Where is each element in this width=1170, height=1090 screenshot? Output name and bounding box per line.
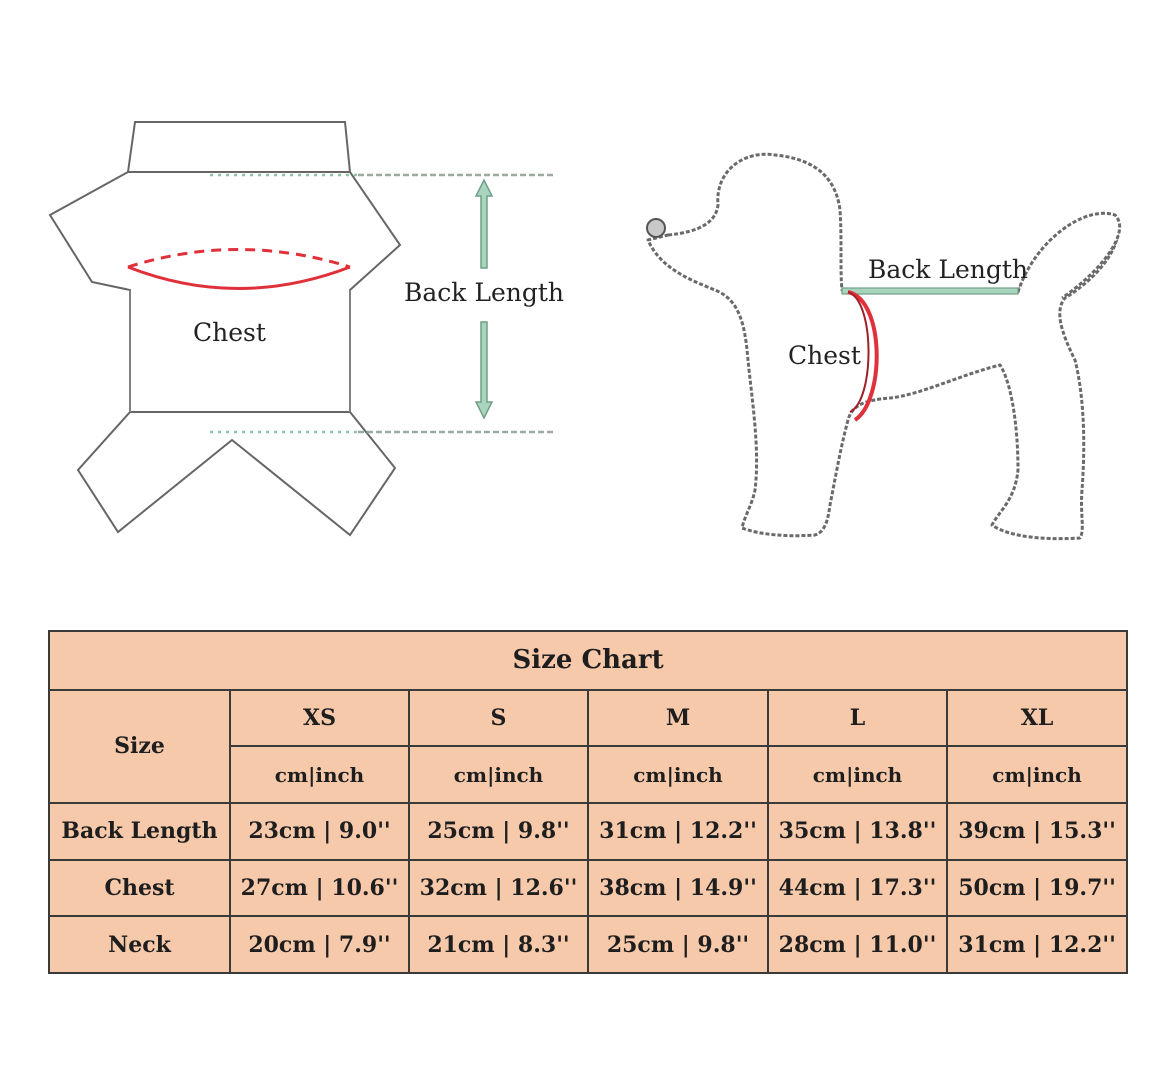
value-cell: 31cm | 12.2'' (947, 916, 1127, 973)
shirt-chest-label: Chest (193, 318, 266, 347)
unit-cell: cm|inch (768, 746, 947, 803)
table-row-neck (49, 916, 1127, 973)
shirt-back-length-label: Back Length (404, 278, 565, 307)
value-cell: 50cm | 19.7'' (947, 860, 1127, 917)
value-cell: 23cm | 9.0'' (230, 803, 409, 860)
row-label-neck: Neck (49, 916, 230, 973)
value-cell: 38cm | 14.9'' (588, 860, 768, 917)
value-cell: 28cm | 11.0'' (768, 916, 947, 973)
size-xl-header: XL (947, 690, 1127, 747)
value-cell: 21cm | 8.3'' (409, 916, 588, 973)
size-chart-title: Size Chart (49, 631, 1127, 690)
value-cell: 25cm | 9.8'' (588, 916, 768, 973)
unit-cell: cm|inch (947, 746, 1127, 803)
unit-cell: cm|inch (409, 746, 588, 803)
dog-back-length-line (842, 288, 1018, 294)
size-s-header: S (409, 690, 588, 747)
value-cell: 44cm | 17.3'' (768, 860, 947, 917)
row-label-back-length: Back Length (49, 803, 230, 860)
value-cell: 32cm | 12.6'' (409, 860, 588, 917)
value-cell: 25cm | 9.8'' (409, 803, 588, 860)
unit-cell: cm|inch (588, 746, 768, 803)
dog-nose (647, 219, 665, 237)
row-label-chest: Chest (49, 860, 230, 917)
size-xs-header: XS (230, 690, 409, 747)
value-cell: 35cm | 13.8'' (768, 803, 947, 860)
value-cell: 31cm | 12.2'' (588, 803, 768, 860)
value-cell: 27cm | 10.6'' (230, 860, 409, 917)
dog-back-length-label: Back Length (868, 255, 1029, 284)
value-cell: 39cm | 15.3'' (947, 803, 1127, 860)
dog-chest-label: Chest (788, 341, 861, 370)
table-row-chest (49, 860, 1127, 917)
size-header: Size (49, 690, 230, 803)
dog-outline (648, 154, 1120, 538)
size-l-header: L (768, 690, 947, 747)
size-m-header: M (588, 690, 768, 747)
table-row-back-length (49, 803, 1127, 860)
value-cell: 20cm | 7.9'' (230, 916, 409, 973)
unit-cell: cm|inch (230, 746, 409, 803)
size-chart-table (48, 630, 1128, 974)
